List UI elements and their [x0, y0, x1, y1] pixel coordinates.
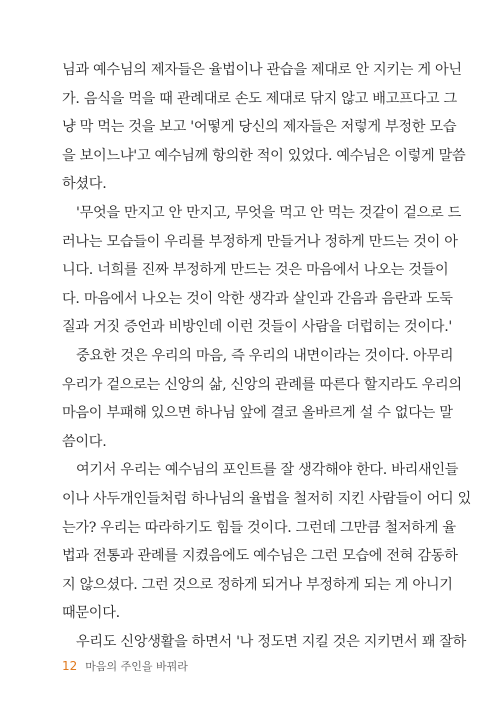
body-text [62, 56, 472, 656]
text-line: 다. 마음에서 나오는 것이 악한 생각과 살인과 간음과 음란과 도둑 [62, 290, 453, 307]
text-line: 우리도 신앙생활을 하면서 '나 정도면 지킬 것은 지키면서 꽤 잘하 [76, 633, 467, 650]
text-line: 중요한 것은 우리의 마음, 즉 우리의 내면이라는 것이다. 아무리 [76, 347, 454, 364]
paragraph [62, 628, 467, 657]
page-footer [62, 658, 188, 674]
page-number: 12 [62, 659, 78, 673]
text-line: 지 않으셨다. 그런 것으로 정하게 되거나 부정하게 되는 게 아니기 [62, 576, 453, 593]
book-title: 마음의 주인을 바꿔라 [85, 660, 188, 673]
text-line: 러나는 모습들이 우리를 부정하게 만들거나 정하게 만드는 것이 아 [62, 233, 458, 250]
paragraph [62, 342, 462, 456]
paragraph [62, 56, 466, 199]
text-line: 질과 거짓 증언과 비방인데 이런 것들이 사람을 더럽히는 것이다.' [62, 319, 453, 336]
text-line: 을 보이느냐'고 예수님께 항의한 적이 있었다. 예수님은 이렇게 말씀 [62, 147, 466, 164]
text-line: 법과 전통과 관례를 지켰음에도 예수님은 그런 모습에 전혀 감동하 [62, 548, 458, 565]
text-line: 이나 사두개인들처럼 하나님의 율법을 철저히 지킨 사람들이 어디 있 [62, 490, 472, 507]
text-line: 하셨다. [62, 176, 107, 193]
text-line: 니다. 너희를 진짜 부정하게 만드는 것은 마음에서 나오는 것들이 [62, 262, 449, 279]
text-line: 님과 예수님의 제자들은 율법이나 관습을 제대로 안 지키는 게 아닌 [62, 62, 462, 78]
text-line: 때문이다. [62, 605, 120, 622]
text-line: 여기서 우리는 예수님의 포인트를 잘 생각해야 한다. 바리새인들 [76, 462, 459, 479]
text-line: 는가? 우리는 따라하기도 힘들 것이다. 그런데 그만큼 철저하게 율 [62, 519, 456, 536]
text-line: 우리가 겉으로는 신앙의 삶, 신앙의 관례를 따른다 할지라도 우리의 [62, 376, 462, 393]
text-line: 마음이 부패해 있으면 하나님 앞에 결코 올바르게 설 수 없다는 말 [62, 405, 453, 422]
paragraph [62, 456, 472, 628]
text-line: '무엇을 만지고 안 만지고, 무엇을 먹고 안 먹는 것같이 겉으로 드 [76, 204, 462, 221]
text-line: 냥 막 먹는 것을 보고 '어떻게 당신의 제자들은 저렇게 부정한 모습 [62, 119, 457, 136]
text-line: 가. 음식을 먹을 때 관례대로 손도 제대로 닦지 않고 배고프다고 그 [62, 90, 457, 107]
paragraph [62, 199, 462, 342]
text-line: 씀이다. [62, 433, 107, 450]
